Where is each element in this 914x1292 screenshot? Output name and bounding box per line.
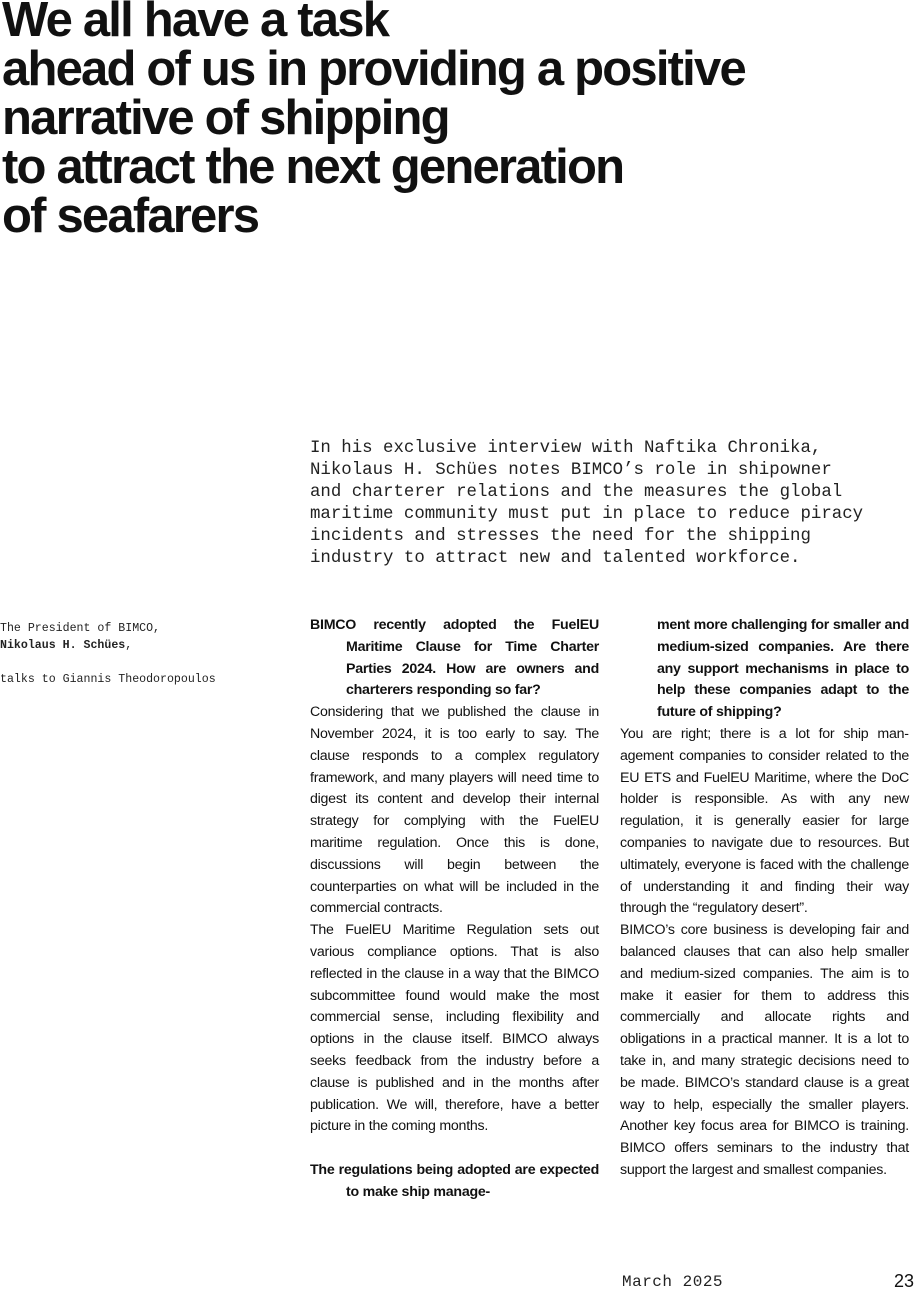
intro-line: Nikolaus H. Schües notes BIMCO’s role in shipowner (310, 461, 832, 480)
intro-line: incidents and stresses the need for the shipping (310, 527, 811, 546)
intro-line: industry to attract new and talented workforce. (310, 549, 801, 568)
intro-standfirst (310, 438, 910, 570)
headline-line: to attract the next generation (2, 140, 624, 194)
byline-role: The President of BIMCO, (0, 622, 161, 635)
answer-2-paragraph-1: You are right; there is a lot for ship management companies to consider related to the EU ETS and FuelEU Maritime, where the DoC holder is responsible. As with any new regulation, it is generally easier for large companies to navigate due to resources. But ultimately, everyone is faced with the challenge of understanding it and finding their way through the “regulatory desert”. (620, 725, 909, 917)
article-column-right (620, 615, 909, 1182)
byline-name-suffix: , (125, 639, 133, 652)
intro-line: maritime community must put in place to reduce piracy (310, 505, 864, 524)
headline-line: ahead of us in providing a positive (2, 42, 745, 96)
answer-1-paragraph-2: The FuelEU Maritime Regulation sets out various compliance options. That is also reflected in the clause in a way that the BIMCO subcommittee found would make the most commercial sense, including flexibility and options in the clause itself. BIMCO always seeks feedback from the industry before a clause is published and in the months after publication. We will, therefore, have a better picture in the coming months. (310, 922, 599, 1135)
headline (2, 0, 907, 241)
intro-line: In his exclusive interview with Naftika Chronika, (310, 439, 822, 458)
answer-1-paragraph-1: Considering that we published the clause in November 2024, it is too early to say. The clause responds to a complex regulatory framework, and many players will need time to digest its content and develop their internal strategy for complying with the FuelEU maritime regulation. Once this is done, discussions will begin between the counterparties on what will be included in the commercial contracts. (310, 704, 599, 917)
byline (0, 620, 240, 688)
headline-line: We all have a task (2, 0, 389, 47)
question-1: BIMCO recently adopted the FuelEU Maritime Clause for Time Charter Parties 2024. How are owners and charterers responding so far? (310, 617, 599, 699)
question-2-start: The regulations being adopted are expected to make ship manage- (310, 1161, 599, 1200)
article-column-left (310, 615, 599, 1204)
issue-date: March 2025 (622, 1273, 724, 1291)
intro-line: and charterer relations and the measures the global (310, 483, 843, 502)
byline-name: Nikolaus H. Schües (0, 639, 126, 652)
question-2-end: ment more challenging for smaller and medium-sized companies. Are there any support mechanisms in place to help these companies adapt to the future of shipping? (657, 617, 909, 721)
answer-2-paragraph-2: BIMCO’s core business is developing fair and balanced clauses that can also help smaller and medium-sized companies. The aim is to make it easier for them to address this commercially and allocate rights and obligations in a practical manner. It is a lot to take in, and many strategic decisions need to be made. BIMCO’s standard clause is a great way to help, especially the smaller players. Another key focus area for BIMCO is training. BIMCO offers seminars to the industry that support the largest and smallest companies. (620, 922, 909, 1178)
byline-interviewer: talks to Giannis Theodoropoulos (0, 673, 216, 686)
headline-line: narrative of shipping (2, 91, 449, 145)
page-number: 23 (893, 1271, 914, 1291)
byline-name-line (0, 637, 240, 654)
headline-line: of seafarers (2, 189, 259, 243)
